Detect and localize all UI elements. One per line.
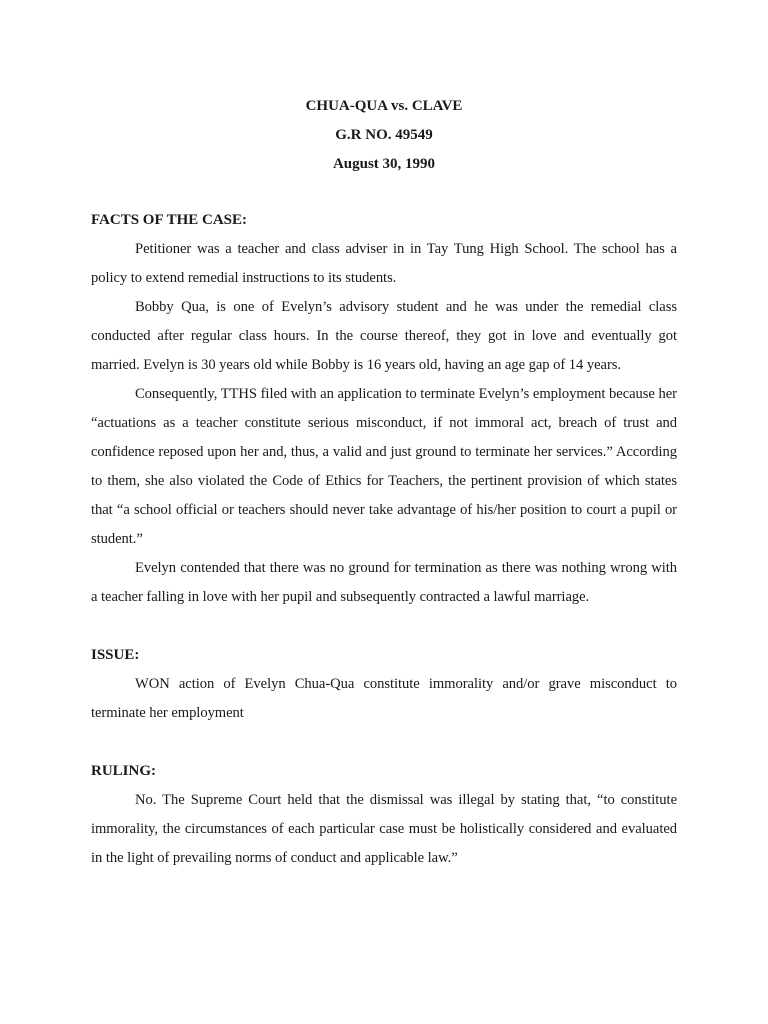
decision-date: August 30, 1990 bbox=[332, 156, 436, 172]
ruling-heading: RULING: bbox=[91, 763, 157, 779]
section-spacer bbox=[91, 728, 677, 757]
issue-heading: ISSUE: bbox=[91, 647, 140, 663]
section-spacer bbox=[91, 612, 677, 641]
case-title-block bbox=[0, 92, 768, 179]
facts-paragraph: Evelyn contended that there was no ground for termination as there was nothing wrong with a teacher falling in love with her pupil and subsequently contracted a lawful marriage. bbox=[91, 560, 677, 605]
ruling-paragraph: No. The Supreme Court held that the dismissal was illegal by stating that, “to constitute immorality, the circumstances of each particular case must be holistically considered and evaluated in the light of prevailing norms of conduct and applicable law.” bbox=[91, 792, 677, 866]
facts-section bbox=[91, 206, 677, 612]
issue-paragraph: WON action of Evelyn Chua-Qua constitute immorality and/or grave misconduct to terminate her employment bbox=[91, 676, 677, 721]
gr-number: G.R NO. 49549 bbox=[335, 127, 433, 143]
facts-heading: FACTS OF THE CASE: bbox=[91, 212, 247, 228]
case-title: CHUA-QUA vs. CLAVE bbox=[305, 98, 463, 114]
facts-paragraph: Bobby Qua, is one of Evelyn’s advisory student and he was under the remedial class conducted after regular class hours. In the course thereof, they got in love and eventually got married. Evelyn is 30 years old while Bobby is 16 years old, having an age gap of 14 years. bbox=[91, 299, 677, 373]
issue-section bbox=[91, 641, 677, 728]
facts-paragraph: Petitioner was a teacher and class adviser in in Tay Tung High School. The school has a policy to extend remedial instructions to its students. bbox=[91, 241, 677, 286]
ruling-section bbox=[91, 757, 677, 873]
document-body bbox=[91, 206, 677, 873]
facts-paragraph: Consequently, TTHS filed with an application to terminate Evelyn’s employment because her “actuations as a teacher constitute serious misconduct, if not immoral act, breach of trust and confidence reposed upon her and, thus, a valid and just ground to terminate her services.” According to them, she also violated the Code of Ethics for Teachers, the pertinent provision of which states that “a school official or teachers should never take advantage of his/her position to court a pupil or student.” bbox=[91, 386, 677, 547]
